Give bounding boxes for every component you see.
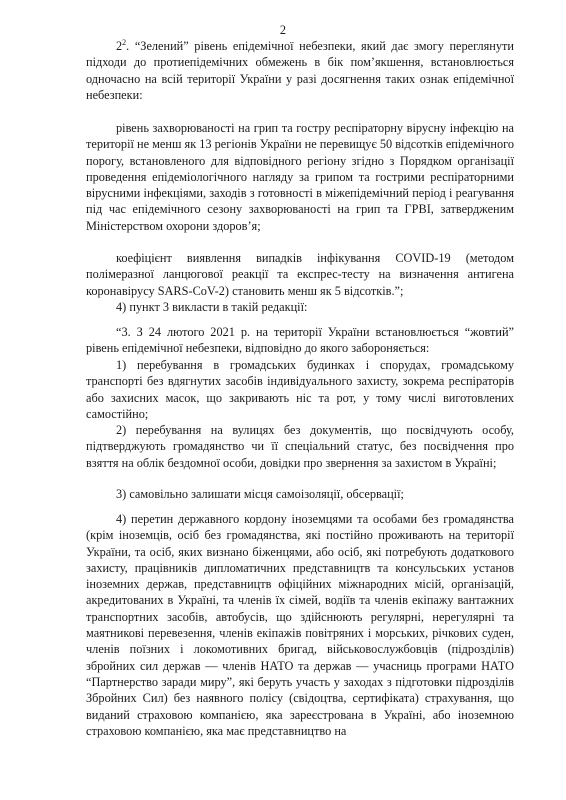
paragraph-incidence-level: рівень захворюваності на грип та гостру респіраторну вірусну інфекцію на території не менш як 13 регіонів України не перевищує 50 відсотків епідемічного порогу, встановленого для відповідного регіону згідно з Порядком організації проведення епідеміологічного нагляду за грипом та гострими респіраторними вірусними інфекціями, заходів з готовності в міжепідемічний період і реагування під час епідемічного сезону захворюваності на грип та ГРВІ, затвердженим Міністерством охорони здоров’я;	[86, 121, 514, 233]
paragraph-number: 2	[116, 39, 123, 53]
list-item-1: 1) перебування в громадських будинках і спорудах, громадському транспорті без вдягнутих засобів індивідуального захисту, зокрема респіраторів або захисних масок, що закривають ніс та рот, у тому числі виготовлених самостійно;	[86, 358, 514, 421]
list-item-2: 2) перебування на вулицях без документів, що посвідчують особу, підтверджують громадянство чи її спеціальний статус, без посвідчення про взяття на облік бездомної особи, довідки про звернення за захистом в Україні;	[86, 423, 514, 470]
paragraph-superscript: 2	[122, 37, 127, 47]
page-number: 2	[279, 23, 287, 37]
paragraph-yellow-level: “3. З 24 лютого 2021 р. на території України встановлюється “жовтий” рівень епідемічної небезпеки, відповідно до якого забороняється:	[86, 325, 514, 356]
list-item-4: 4) перетин державного кордону іноземцями та особами без громадянства (крім іноземців, осіб без громадянства, які постійно проживають на території України, та осіб, яких визнано біженцями, або осіб, які потребують додаткового захисту, працівників дипломатичних представництв та консульських установ іноземних держав, представництв офіційних міжнародних місій, організацій, акредитованих в Україні, та членів їх сімей, водіїв та членів екіпажу вантажних транспортних засобів, автобусів, що здійснюють регулярні, нерегулярні та маятникові перевезення, членів екіпажів повітряних і морських, річкових суден, членів поїзних і локомотивних бригад, військовослужбовців (підрозділів) збройних сил держав — членів НАТО та держав — учасниць програми НАТО “Партнерство заради миру”, які беруть участь у заходах з підготовки підрозділів Збройних Сил) без наявного полісу (свідоцтва, сертифіката) страхування, що виданий страховою компанією, яка зареєстрована в Україні, або іноземною страховою компанією, яка має представництво на	[86, 512, 514, 738]
paragraph-detection-coefficient: коефіцієнт виявлення випадків інфікування COVID-19 (методом полімеразної ланцюгової реакції та експрес-тесту на визначення антигена коронавірусу SARS-CoV-2) становить менш як 5 відсотків.”;	[86, 251, 514, 298]
paragraph-green-level	[86, 38, 514, 103]
paragraph-item-4: 4) пункт 3 викласти в такій редакції:	[116, 300, 308, 314]
list-item-3: 3) самовільно залишати місця самоізоляції, обсервації;	[116, 487, 404, 501]
paragraph-text: . “Зелений” рівень епідемічної небезпеки, який дає змогу переглянути підходи до протиепідемічних обмежень в бік пом’якшення, встановлюється одночасно на всій території України у разі досягнення таких ознак епідемічної небезпеки:	[86, 39, 514, 102]
